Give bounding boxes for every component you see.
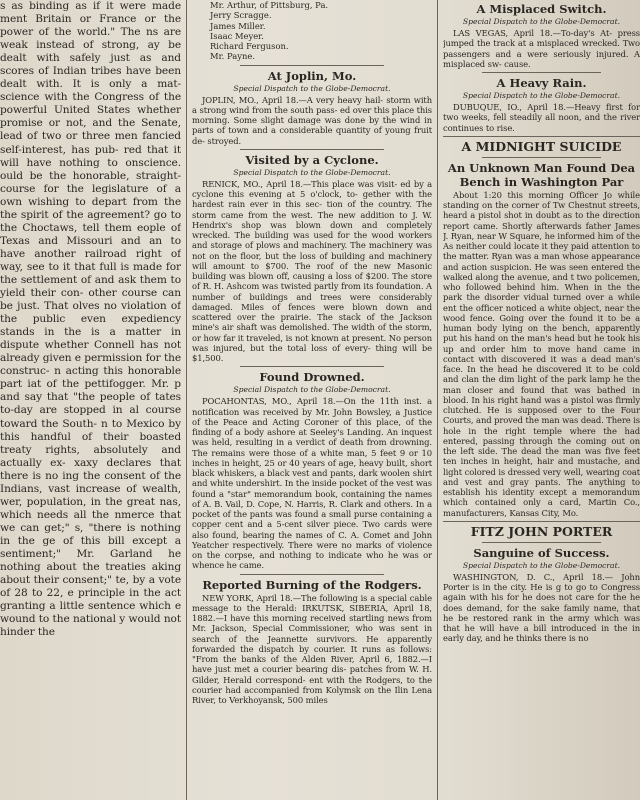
divider	[240, 366, 384, 367]
dateline: Special Dispatch to the Globe-Democrat.	[462, 91, 621, 100]
headline-rain: A Heavy Rain.	[496, 76, 587, 90]
divider	[482, 72, 600, 73]
headline-drowned: Found Drowned.	[259, 370, 365, 385]
article-rodgers: NEW YORK, April 18.—The following is a special cable message to the Herald: IRKUTSK, SIBERIA, April 18, 1882.—I have this morning received startling news from Mr. Jackson, Special Commissioner, who was sent in search of the Jeannette survivors. He apparently forwarded the dispatch by courier. It runs as follows: "From the banks of the Alden River, April 6, 1882.—I have just met a courier bearing dis- patches from W. H. Gilder, Herald correspond- ent with the Rodgers, to the courier had accompanied from Kolymsk on the Ilin Lena River, to Verkhoyansk, 500 miles	[192, 592, 432, 705]
article-joplin: JOPLIN, MO., April 18.—A very heavy hail- storm with a strong wind from the south pass- ed over this place this morning. Some slight damage was done by the wind in parts of town and a considerable quantity of young fruit de- stroyed.	[192, 94, 432, 146]
list-item: Mr. Payne.	[210, 51, 255, 62]
list-item: Jerry Scragge.	[210, 10, 272, 21]
divider	[443, 521, 640, 522]
dateline: Special Dispatch to the Globe-Democrat.	[462, 560, 621, 570]
column-rule	[437, 0, 438, 800]
subhead-suicide: An Unknown Man Found Dea Bench in Washington Par	[447, 160, 636, 189]
article-rain: DUBUQUE, IO., April 18.—Heavy first for two weeks, fell steadily all noon, and the river continues to rise.	[443, 102, 640, 133]
divider	[443, 136, 640, 137]
editorial-text: s as binding as if it were made ment Britain or France or the power of the world." The ns are weak instead of strong, ay be dealt with safely just as and scores of Indian tribes have been dealt with. It is only a mat- science with the Congress of the powerful United States whether promise or not, and the Senate, lead of two or three men fancied self-interest, has pub- red that it will have nothing to onscience. ould be the honorable, straight- course for the legislature of a own wishing to depart from the the spirit of the agreement? go to the Choctaws, tell them eople of Texas and Missouri and an to have another railroad right of way, see to it that full is made for the settlement of and ask them to yield their con- other course can be just. That olves no violation of the public even expediency stands in the is a matter in dispute whether Connell has not already given e permission for the construc- n acting this honorable part iat of the pettifogger. Mr. p and say that "the people of tates to-day are stopped in al course toward the South- n to Mexico by this handful of their boasted treaty rights, absolutely and actually ex- xaxy declares that there is no ing the consent of the Indians, vast increase of wealth, wer, population, in the great nas, which needs all the nmerce that we can get;" s, "there is nothing in the ge of this bill except a sentiment;" Mr. Garland he nothing about the treaties aking about their consent;" te, by a vote of 28 to 22, e principle in the act granting a little sentence which e wound to the national y would not hinder the	[0, 0, 181, 639]
dateline: Special Dispatch to the Globe-Democrat.	[233, 385, 391, 395]
article-cyclone: RENICK, MO., April 18.—This place was visit- ed by a cyclone this evening at 5 o'clock, to- gether with the hardest rain ever in this sec- tion of the country. The storm came from the west. The new addition to J. W. Hendrix's shop was blown down and completely wrecked. The building was used for the wood workers and storage of plows and machinery. The machinery was not on the floor, but the loss of building and machinery will amount to $700. The roof of the new Masonic building was blown off, causing a loss of $200. The store of R. H. Ashcom was twisted partly from its foundation. A number of buildings and trees were considerably damaged. Miles of fences were blown down and scattered over the prairie. The stack of the Jackson mine's air shaft was demolished. The width of the storm, or how far it traveled, is not known at present. No person was injured, but the total loss of every- thing will be $1,500.	[192, 178, 432, 363]
list-item: Mr. Arthur, of Pittsburg, Pa.	[210, 0, 329, 10]
article-suicide: About 1:20 this morning Officer Jo while standing on the corner of Tw Chestnut streets, heard a pistol shot in doubt as to the direction report came. Shortly afterwards father James J. Ryan, near W Square, he informed him of the As neither could locate it they paid attention to the matter. Ryan was a man whose appearance and action suspicion. He was seen entered the walked along the avenue, and t two policemen, who followed behind him. When in the the park the disorder vidual turned over a while ent the officer noticed a white object, near the wood fence. Going over the found it to be a human body lying on the bench, apparently put his hand on the man's head but he took his up and order him to move hand came in contact with discovered it was a dead man's face. In the head he discovered it to be cold and clan the dim light of the park lamp he the man closer and found that was bathed in blood. In his right hand was a pistol was firmly clutched. He is supposed over to the Four Courts, and proved the man was dead. There is hole in the right temple where the had entered, passing through the coming out on the left side. The dead the man was five feet ten inches in height, hair and mustache, and light colored is dressed very well, wearing coat and vest and gray pants. The anything to establish his identity except a memorandum which contained only a card, Martin Co., manufacturers, Kansas City, Mo.	[443, 189, 640, 518]
headline-porter: FITZ JOHN PORTER	[470, 523, 613, 539]
headline-cyclone: Visited by a Cyclone.	[245, 152, 379, 167]
article-porter: WASHINGTON, D. C., April 18.— John Porter is in the city. He is g to go to Congress again with his for he does not care for the he does demand, for the sake family name, that he be restored rank in the army which was that he will have a bill introduced in the in early day, and he thinks there is no	[443, 571, 640, 644]
passenger-list	[210, 0, 432, 62]
list-item: Richard Ferguson.	[210, 41, 289, 51]
dateline: Special Dispatch to the Globe-Democrat.	[233, 83, 391, 93]
dateline: Special Dispatch to the Globe-Democrat.	[233, 167, 391, 177]
headline-joplin: At Joplin, Mo.	[267, 68, 357, 83]
list-item: James Miller.	[210, 20, 266, 31]
headline-suicide: A MIDNIGHT SUICIDE	[461, 138, 622, 154]
divider	[482, 542, 600, 543]
article-switch: LAS VEGAS, April 18.—To-day's At- press jumped the track at a misplaced wrecked. Two passengers and a were seriously injured. A misplaced sw- cause.	[443, 28, 640, 69]
divider	[240, 65, 384, 66]
column-rule	[186, 0, 187, 800]
list-item: Isaac Meyer.	[210, 30, 264, 41]
divider	[240, 574, 384, 575]
subhead-porter: Sanguine of Success.	[473, 545, 610, 560]
headline-rodgers: Reported Burning of the Rodgers.	[202, 577, 422, 592]
column-right	[443, 0, 640, 800]
column-middle	[192, 0, 432, 800]
dateline: Special Dispatch to the Globe-Democrat.	[462, 17, 621, 26]
article-drowned: POCAHONTAS, MO., April 18.—On the 11th inst. a notification was received by Mr. John Bowsley, a Justice of the Peace and Acting Coroner of this place, of the finding of a body ashore at Seeley's Landing. An inquest was held, resulting in a verdict of death from drowning. The remains were those of a white man, 5 feet 9 or 10 inches in height, 25 or 40 years of age, heavy built, short black whiskers, a black vest and pants, dark woolen shirt and white undershirt. In the inside pocket of the vest was found a "star" memorandum book, containing the names of A. B. Vail, D. Cope, N. Harris, R. Clark and others. In a pocket of the pants was found a small purse containing a copper cent and a 5-cent silver piece. Two cards were also found, bearing the names of C. A. Comet and John Yeatcher respectively. There were no marks of violence on the corpse, and nothing to indicate who he was or whence he came.	[192, 396, 432, 571]
column-left	[0, 0, 181, 800]
divider	[482, 157, 600, 158]
headline-switch: A Misplaced Switch.	[476, 2, 607, 16]
divider	[240, 149, 384, 150]
